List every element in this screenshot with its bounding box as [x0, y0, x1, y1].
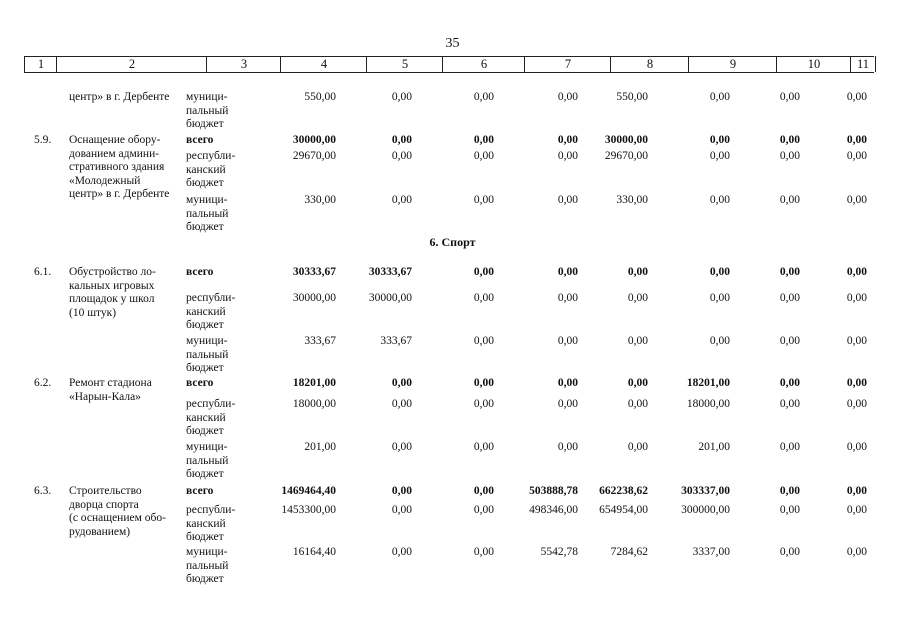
- table-row: [0, 546, 905, 585]
- value-cell: 0,00: [391, 150, 412, 162]
- value-cell: 0,00: [846, 150, 867, 162]
- value-cell: 0,00: [846, 398, 867, 410]
- item-number: 6.3.: [34, 485, 52, 497]
- value-cell: 0,00: [557, 150, 578, 162]
- budget-source: всего: [186, 377, 214, 389]
- value-cell: 0,00: [779, 546, 800, 558]
- value-cell: 0,00: [557, 292, 578, 304]
- value-cell: 0,00: [391, 441, 412, 453]
- value-cell: 0,00: [846, 546, 867, 558]
- table-row: [0, 91, 905, 130]
- budget-source: республи- канский бюджет: [186, 398, 236, 437]
- value-cell: 0,00: [391, 504, 412, 516]
- value-cell: 30333,67: [292, 266, 336, 278]
- value-cell: 0,00: [391, 91, 412, 103]
- value-cell: 18000,00: [292, 398, 336, 410]
- value-cell: 30000,00: [292, 134, 336, 146]
- column-header: 6: [442, 56, 525, 72]
- value-cell: 1469464,40: [281, 485, 336, 497]
- budget-source: муници- пальный бюджет: [186, 194, 229, 233]
- value-cell: 0,00: [779, 504, 800, 516]
- value-cell: 0,00: [473, 377, 494, 389]
- value-cell: 662238,62: [599, 485, 648, 497]
- value-cell: 0,00: [846, 91, 867, 103]
- value-cell: 0,00: [473, 91, 494, 103]
- section-title: 6. Спорт: [429, 235, 476, 249]
- item-number: 6.1.: [34, 266, 52, 278]
- column-header: 7: [524, 56, 611, 72]
- value-cell: 0,00: [779, 194, 800, 206]
- item-number: 6.2.: [34, 377, 52, 389]
- value-cell: 201,00: [698, 441, 730, 453]
- value-cell: 654954,00: [599, 504, 648, 516]
- value-cell: 0,00: [391, 194, 412, 206]
- column-header: 5: [366, 56, 443, 72]
- value-cell: 0,00: [846, 194, 867, 206]
- value-cell: 0,00: [846, 292, 867, 304]
- value-cell: 5542,78: [540, 546, 578, 558]
- value-cell: 0,00: [557, 441, 578, 453]
- value-cell: 0,00: [473, 335, 494, 347]
- budget-source: муници- пальный бюджет: [186, 335, 229, 374]
- value-cell: 0,00: [627, 441, 648, 453]
- budget-source: муници- пальный бюджет: [186, 441, 229, 480]
- value-cell: 503888,78: [529, 485, 578, 497]
- value-cell: 0,00: [709, 266, 730, 278]
- value-cell: 18201,00: [292, 377, 336, 389]
- value-cell: 0,00: [709, 91, 730, 103]
- value-cell: 0,00: [846, 134, 867, 146]
- value-cell: 0,00: [391, 485, 412, 497]
- value-cell: 0,00: [627, 266, 648, 278]
- budget-source: всего: [186, 485, 214, 497]
- value-cell: 0,00: [557, 266, 578, 278]
- value-cell: 0,00: [627, 335, 648, 347]
- value-cell: 0,00: [709, 134, 730, 146]
- table-row: [0, 194, 905, 233]
- value-cell: 30000,00: [292, 292, 336, 304]
- value-cell: 333,67: [380, 335, 412, 347]
- value-cell: 0,00: [627, 377, 648, 389]
- value-cell: 0,00: [779, 441, 800, 453]
- value-cell: 0,00: [473, 398, 494, 410]
- value-cell: 330,00: [616, 194, 648, 206]
- value-cell: 0,00: [557, 377, 578, 389]
- budget-source: муници- пальный бюджет: [186, 91, 229, 130]
- value-cell: 0,00: [779, 377, 800, 389]
- page-number: 35: [445, 36, 460, 51]
- value-cell: 303337,00: [681, 485, 730, 497]
- value-cell: 0,00: [779, 91, 800, 103]
- value-cell: 0,00: [709, 292, 730, 304]
- value-cell: 300000,00: [681, 504, 730, 516]
- value-cell: 0,00: [846, 335, 867, 347]
- column-header-row: [24, 56, 874, 73]
- value-cell: 30000,00: [368, 292, 412, 304]
- value-cell: 0,00: [779, 266, 800, 278]
- value-cell: 0,00: [846, 441, 867, 453]
- column-header: 11: [850, 56, 876, 72]
- value-cell: 0,00: [557, 134, 578, 146]
- value-cell: 18201,00: [686, 377, 730, 389]
- value-cell: 550,00: [304, 91, 336, 103]
- budget-source: всего: [186, 266, 214, 278]
- value-cell: 0,00: [473, 441, 494, 453]
- value-cell: 498346,00: [529, 504, 578, 516]
- value-cell: 0,00: [473, 134, 494, 146]
- table-row: [0, 441, 905, 480]
- value-cell: 30000,00: [604, 134, 648, 146]
- value-cell: 0,00: [391, 546, 412, 558]
- value-cell: 0,00: [391, 398, 412, 410]
- value-cell: 0,00: [846, 377, 867, 389]
- item-name: Оснащение обору- дованием админи- стративного здания «Молодежный центр» в г. Дербенте: [69, 134, 170, 200]
- value-cell: 0,00: [473, 266, 494, 278]
- item-number: 5.9.: [34, 134, 52, 146]
- column-header: 8: [610, 56, 689, 72]
- value-cell: 0,00: [709, 194, 730, 206]
- value-cell: 550,00: [616, 91, 648, 103]
- table-row: [0, 335, 905, 374]
- value-cell: 0,00: [473, 546, 494, 558]
- value-cell: 201,00: [304, 441, 336, 453]
- value-cell: 0,00: [473, 485, 494, 497]
- value-cell: 16164,40: [292, 546, 336, 558]
- value-cell: 333,67: [304, 335, 336, 347]
- budget-source: республи- канский бюджет: [186, 504, 236, 543]
- column-header: 9: [688, 56, 777, 72]
- budget-source: всего: [186, 134, 214, 146]
- item-name: Обустройство ло- кальных игровых площадок у школ (10 штук): [69, 266, 156, 319]
- value-cell: 0,00: [846, 266, 867, 278]
- value-cell: 0,00: [473, 150, 494, 162]
- value-cell: 7284,62: [610, 546, 648, 558]
- value-cell: 3337,00: [692, 546, 730, 558]
- value-cell: 18000,00: [686, 398, 730, 410]
- value-cell: 0,00: [473, 194, 494, 206]
- item-name: Ремонт стадиона «Нарын-Кала»: [69, 377, 152, 403]
- budget-source: муници- пальный бюджет: [186, 546, 229, 585]
- value-cell: 0,00: [627, 398, 648, 410]
- value-cell: 30333,67: [368, 266, 412, 278]
- value-cell: 0,00: [391, 134, 412, 146]
- value-cell: 0,00: [779, 335, 800, 347]
- column-header: 1: [24, 56, 57, 72]
- value-cell: 0,00: [846, 485, 867, 497]
- value-cell: 0,00: [779, 150, 800, 162]
- value-cell: 0,00: [709, 335, 730, 347]
- column-header: 10: [776, 56, 851, 72]
- value-cell: 0,00: [473, 504, 494, 516]
- table-row: [0, 377, 905, 403]
- column-header: 3: [206, 56, 281, 72]
- column-header: 2: [56, 56, 207, 72]
- item-name: Строительство дворца спорта (с оснащением обо- рудованием): [69, 485, 166, 538]
- value-cell: 0,00: [779, 485, 800, 497]
- value-cell: 0,00: [557, 398, 578, 410]
- table-row: [0, 398, 905, 437]
- value-cell: 330,00: [304, 194, 336, 206]
- column-header: 4: [280, 56, 367, 72]
- budget-source: республи- канский бюджет: [186, 150, 236, 189]
- item-name: центр» в г. Дербенте: [69, 91, 170, 103]
- value-cell: 0,00: [779, 398, 800, 410]
- value-cell: 0,00: [557, 91, 578, 103]
- value-cell: 29670,00: [292, 150, 336, 162]
- value-cell: 29670,00: [604, 150, 648, 162]
- value-cell: 0,00: [473, 292, 494, 304]
- budget-source: республи- канский бюджет: [186, 292, 236, 331]
- value-cell: 0,00: [779, 292, 800, 304]
- value-cell: 0,00: [627, 292, 648, 304]
- value-cell: 0,00: [557, 194, 578, 206]
- value-cell: 0,00: [391, 377, 412, 389]
- value-cell: 0,00: [846, 504, 867, 516]
- value-cell: 0,00: [709, 150, 730, 162]
- value-cell: 0,00: [557, 335, 578, 347]
- value-cell: 0,00: [779, 134, 800, 146]
- value-cell: 1453300,00: [281, 504, 336, 516]
